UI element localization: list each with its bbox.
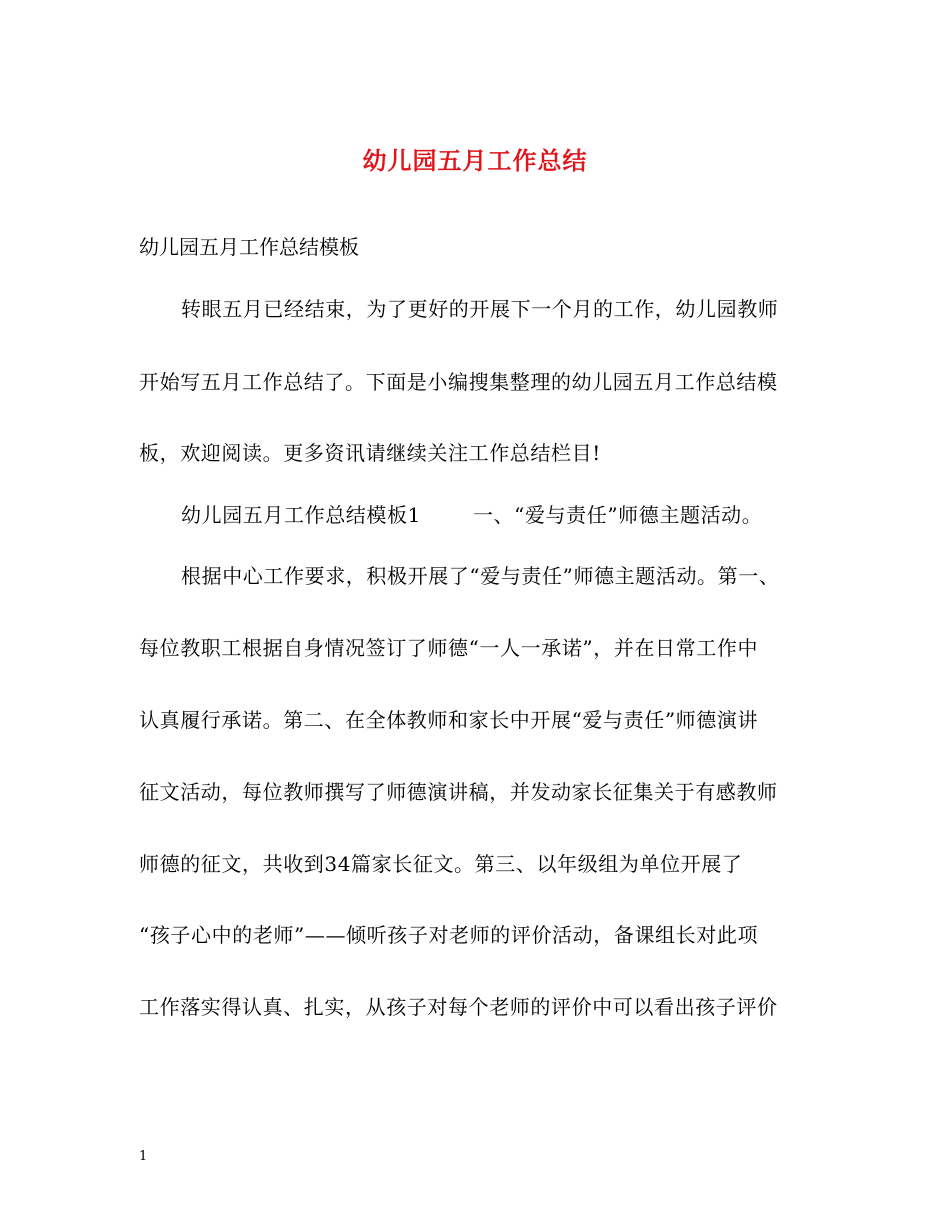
body-line-5: 师德的征文，共收到34篇家长征文。第三、以年级组为单位开展了 — [139, 852, 743, 876]
body-line-7: 工作落实得认真、扎实，从孩子对每个老师的评价中可以看出孩子评价 — [139, 995, 778, 1019]
document-subtitle: 幼儿园五月工作总结模板 — [139, 235, 359, 259]
document-title: 幼儿园五月工作总结 — [362, 146, 588, 175]
body-line-3: 认真履行承诺。第二、在全体教师和家长中开展“爱与责任”师德演讲 — [139, 708, 759, 732]
template-label: 幼儿园五月工作总结模板1 — [181, 503, 421, 527]
body-line-4: 征文活动，每位教师撰写了师德演讲稿，并发动家长征集关于有感教师 — [139, 780, 778, 804]
intro-line-1: 转眼五月已经结束，为了更好的开展下一个月的工作，幼儿园教师 — [181, 297, 779, 321]
intro-line-2: 开始写五月工作总结了。下面是小编搜集整理的幼儿园五月工作总结模 — [139, 370, 778, 394]
body-line-1: 根据中心工作要求，积极开展了“爱与责任”师德主题活动。第一、 — [181, 564, 780, 588]
page-number: 1 — [139, 1149, 148, 1164]
intro-line-3: 板，欢迎阅读。更多资讯请继续关注工作总结栏目! — [139, 441, 601, 465]
body-line-2: 每位教职工根据自身情况签订了师德“一人一承诺”，并在日常工作中 — [139, 636, 759, 660]
body-line-6: “孩子心中的老师”——倾听孩子对老师的评价活动，备课组长对此项 — [139, 923, 759, 947]
item-heading: 一、“爱与责任”师德主题活动。 — [472, 503, 763, 527]
section-heading — [181, 502, 762, 528]
